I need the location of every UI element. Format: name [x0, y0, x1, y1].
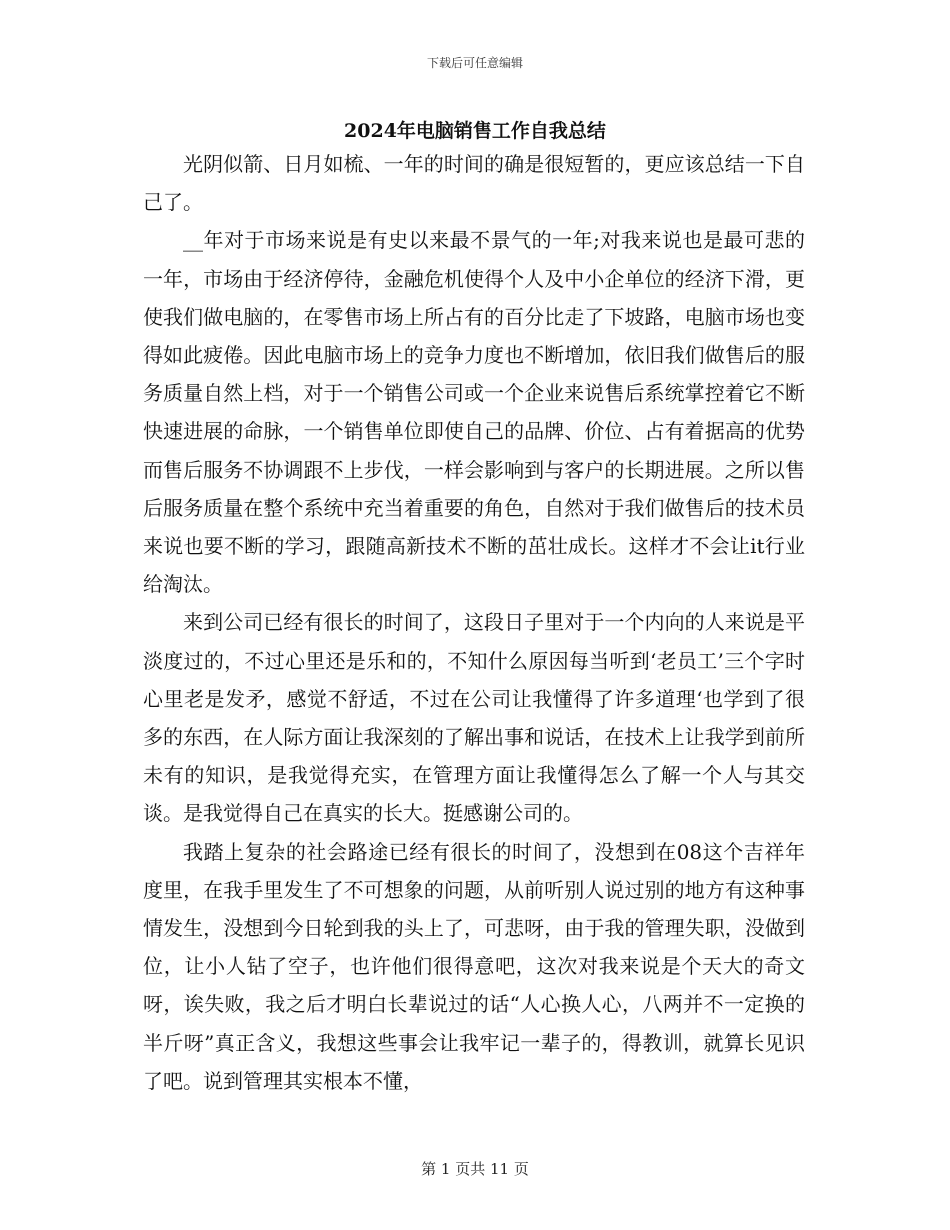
paragraph-4: 我踏上复杂的社会路途已经有很长的时间了，没想到在08这个吉祥年度里，在我手里发生了不可想象的问题，从前听别人说过别的地方有这种事情发生，没想到今日轮到我的头上了，可悲呀，由于我的管理失职，没做到位，让小人钻了空子，也许他们很得意吧，这次对我来说是个天大的奇文呀，诶失败，我之后才明白长辈说过的话“人心换人心，八两并不一定换的半斤呀”真正含义，我想这些事会让我牢记一辈子的，得教训，就算长见识了吧。说到管理其实根本不懂，	[143, 839, 805, 1093]
page-footer-number: 第 1 页共 11 页	[421, 1160, 529, 1178]
page-header-note: 下载后可任意编辑	[426, 56, 523, 70]
document-title: 2024年电脑销售工作自我总结	[344, 120, 606, 142]
paragraph-2: __年对于市场来说是有史以来最不景气的一年;对我来说也是最可悲的一年，市场由于经济停待，金融危机使得个人及中小企单位的经济下滑，更使我们做电脑的，在零售市场上所占有的百分比走了下坡路，电脑市场也变得如此疲倦。因此电脑市场上的竞争力度也不断增加，依旧我们做售后的服务质量自然上档，对于一个销售公司或一个企业来说售后系统掌控着它不断快速进展的命脉，一个销售单位即使自己的品牌、价位、占有着据高的优势而售后服务不协调跟不上步伐，一样会影响到与客户的长期进展。之所以售后服务质量在整个系统中充当着重要的角色，自然对于我们做售后的技术员来说也要不断的学习，跟随高新技术不断的茁壮成长。这样才不会让it行业给淘汰。	[143, 228, 805, 597]
paragraph-3: 来到公司已经有很长的时间了，这段日子里对于一个内向的人来说是平淡度过的，不过心里还是乐和的，不知什么原因每当听到‘老员工’三个字时心里老是发矛，感觉不舒适，不过在公司让我懂得了许多道理‘也学到了很多的东西，在人际方面让我深刻的了解出事和说话，在技术上让我学到前所未有的知识，是我觉得充实，在管理方面让我懂得怎么了解一个人与其交谈。是我觉得自己在真实的长大。挺感谢公司的。	[143, 610, 805, 826]
document-body	[143, 145, 805, 1100]
paragraph-1: 光阴似箭、日月如梳、一年的时间的确是很短暂的，更应该总结一下自己了。	[143, 152, 805, 215]
